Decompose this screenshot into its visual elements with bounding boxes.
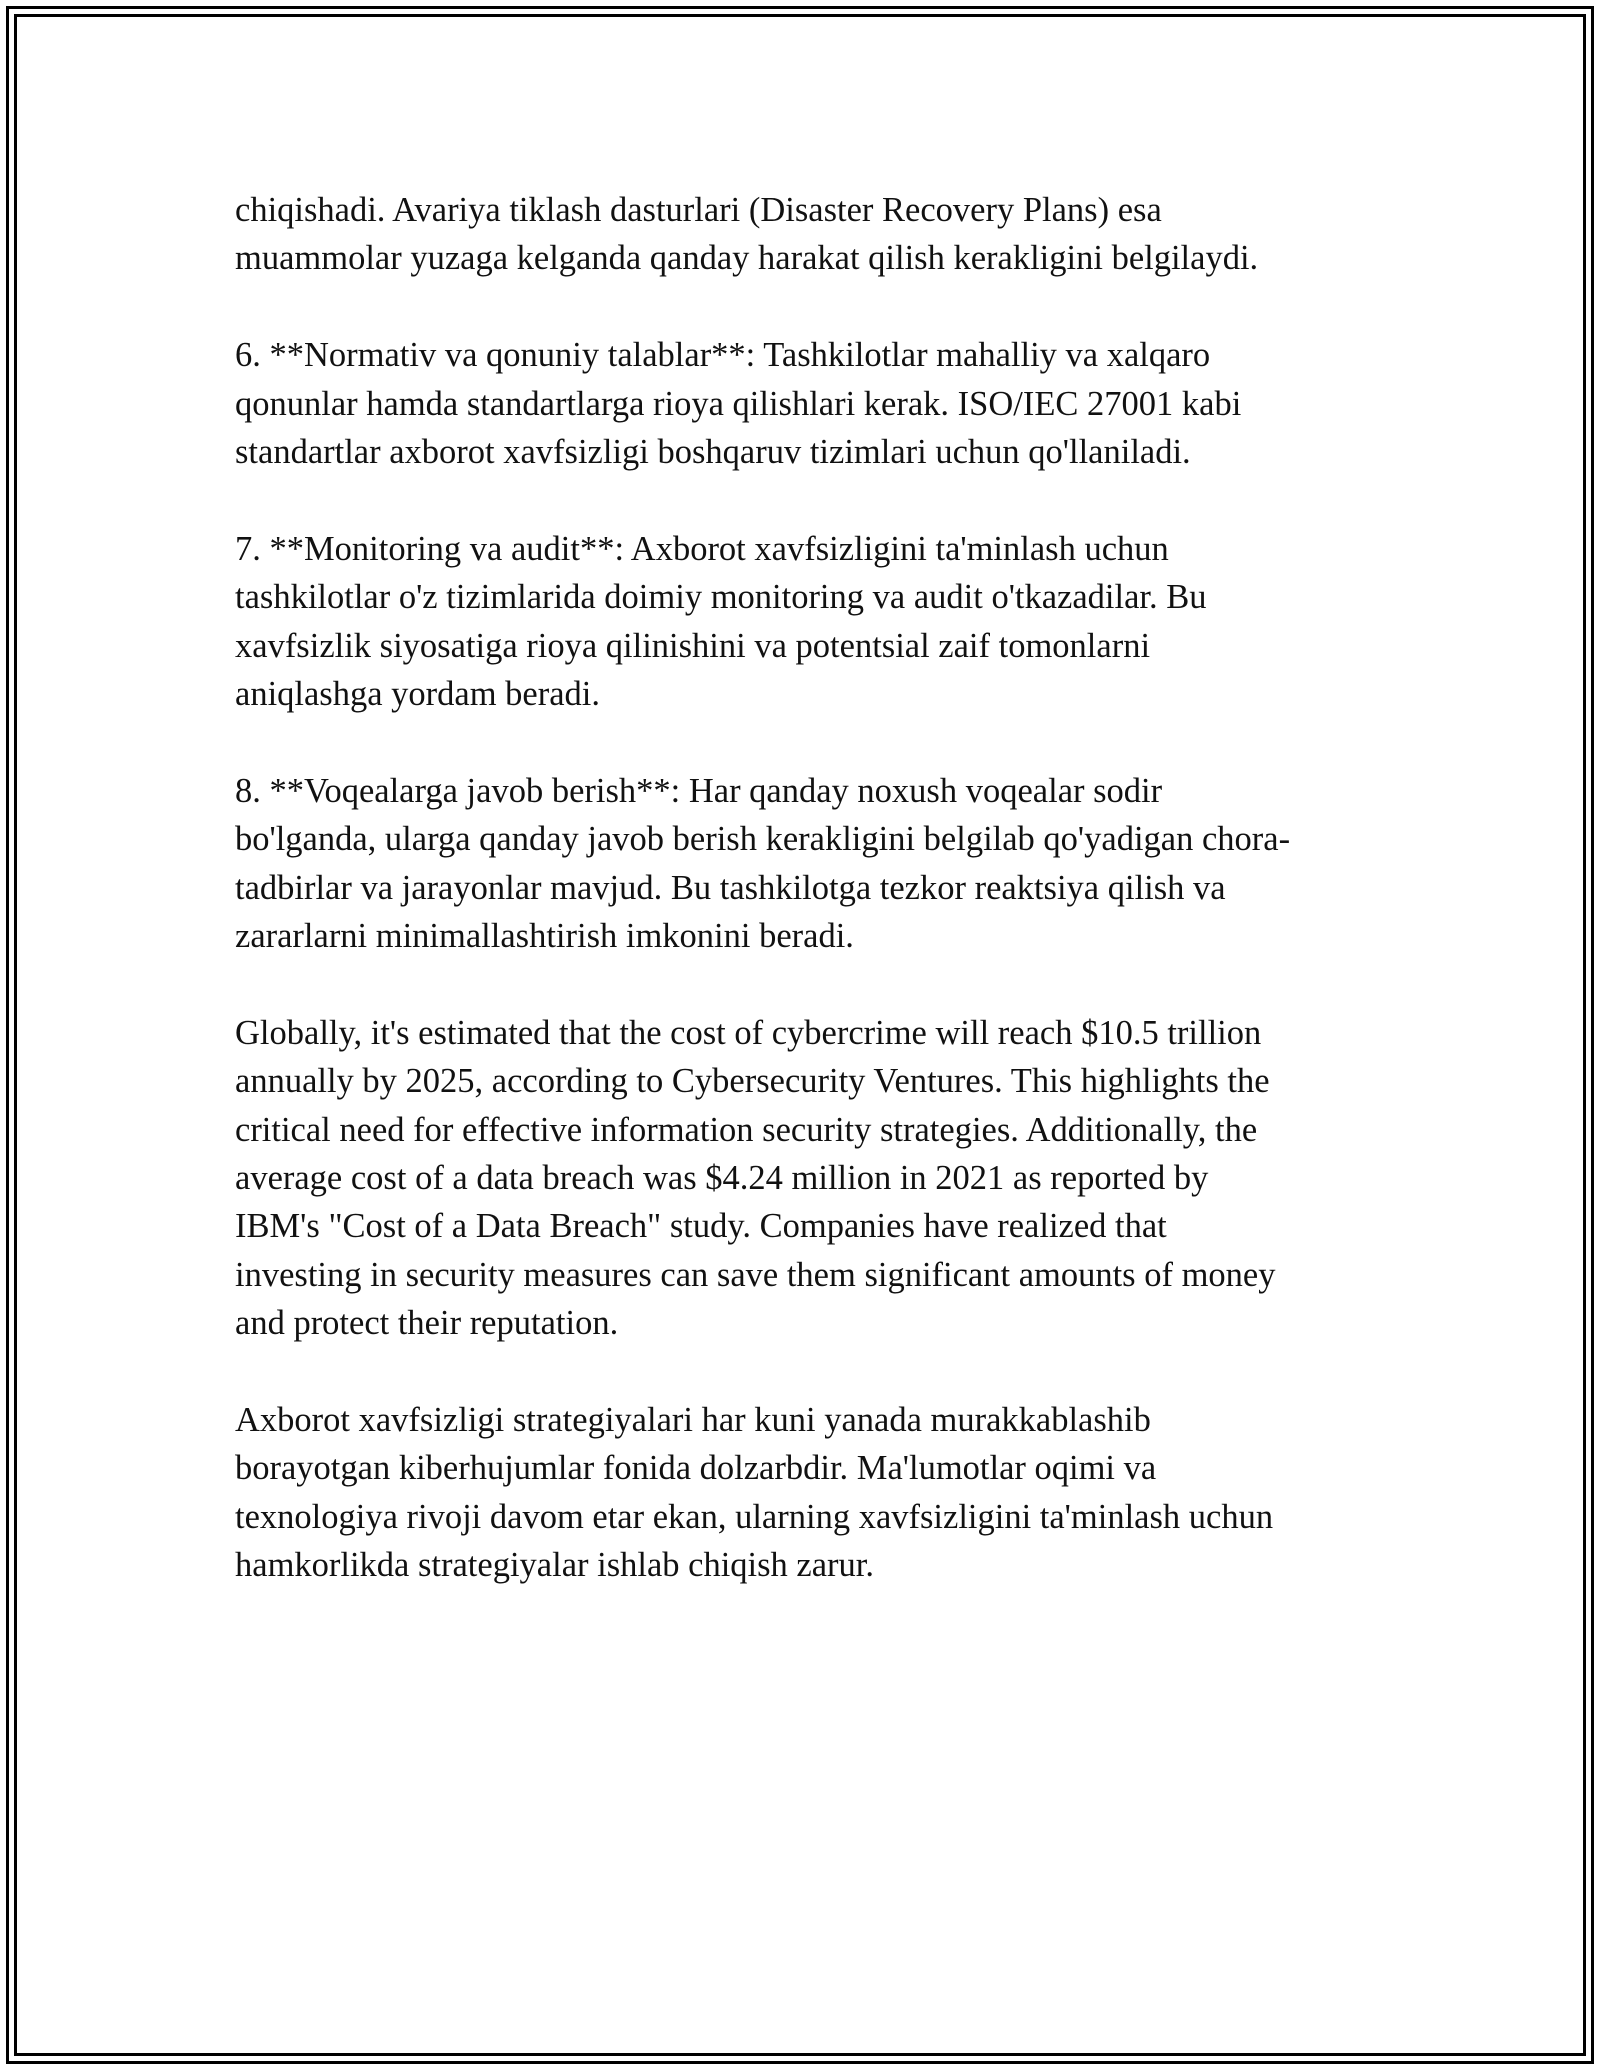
text-line: zararlarni minimallashtirish imkonini beradi. [235,917,854,956]
paragraph-conclusion [235,1396,1370,1590]
text-line: 7. **Monitoring va audit**: Axborot xavfsizligini ta'minlash uchun [235,529,1169,568]
text-line: and protect their reputation. [235,1304,619,1343]
paragraph-item-7 [235,525,1370,719]
text-line: tadbirlar va jarayonlar mavjud. Bu tashkilotga tezkor reaktsiya qilish va [235,868,1226,907]
text-line: hamkorlikda strategiyalar ishlab chiqish zarur. [235,1546,875,1585]
text-line: bo'lganda, ularga qanday javob berish kerakligini belgilab qo'yadigan chora- [235,820,1291,859]
text-line: tashkilotlar o'z tizimlarida doimiy monitoring va audit o'tkazadilar. Bu [235,578,1207,617]
text-line: texnologiya rivoji davom etar ekan, ularning xavfsizligini ta'minlash uchun [235,1497,1274,1536]
paragraph-item-6 [235,331,1370,476]
text-line: IBM's "Cost of a Data Breach" study. Companies have realized that [235,1207,1167,1246]
text-line: investing in security measures can save them significant amounts of money [235,1255,1276,1294]
text-line: Globally, it's estimated that the cost of cybercrime will reach $10.5 trillion [235,1013,1262,1052]
text-line: 6. **Normativ va qonuniy talablar**: Tashkilotlar mahalliy va xalqaro [235,336,1211,375]
text-line: aniqlashga yordam beradi. [235,675,600,714]
text-line: xavfsizlik siyosatiga rioya qilinishini va potentsial zaif tomonlarni [235,626,1151,665]
paragraph-recovery-plans [235,186,1370,283]
text-line: average cost of a data breach was $4.24 million in 2021 as reported by [235,1159,1209,1198]
text-line: chiqishadi. Avariya tiklash dasturlari (Disaster Recovery Plans) esa [235,191,1162,229]
paragraph-global-cost [235,1009,1370,1348]
text-line: borayotgan kiberhujumlar fonida dolzarbdir. Ma'lumotlar oqimi va [235,1449,1157,1488]
text-line: muammolar yuzaga kelganda qanday harakat qilish kerakligini belgilaydi. [235,239,1259,278]
text-line: Axborot xavfsizligi strategiyalari har kuni yanada murakkablashib [235,1401,1151,1440]
text-line: standartlar axborot xavfsizligi boshqaruv tizimlari uchun qo'llaniladi. [235,433,1191,472]
paragraph-item-8 [235,767,1370,961]
document-body [235,186,1370,1638]
text-line: critical need for effective information security strategies. Additionally, the [235,1110,1258,1149]
text-line: annually by 2025, according to Cybersecurity Ventures. This highlights the [235,1062,1270,1101]
text-line: 8. **Voqealarga javob berish**: Har qanday noxush voqealar sodir [235,771,1163,810]
text-line: qonunlar hamda standartlarga rioya qilishlari kerak. ISO/IEC 27001 kabi [235,384,1242,423]
